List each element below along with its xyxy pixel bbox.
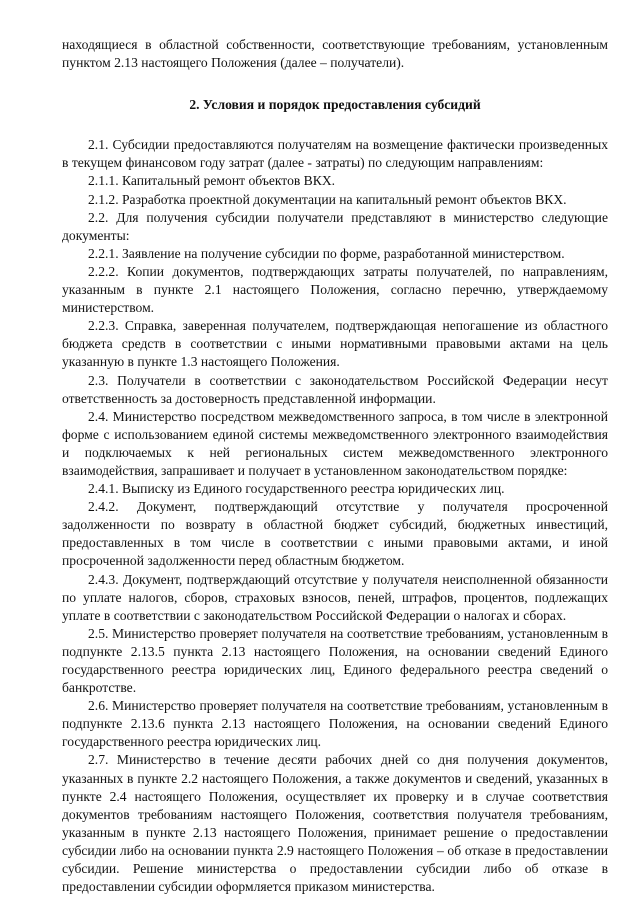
- paragraph-2-1: 2.1. Субсидии предоставляются получателям на возмещение фактически произведенных в текущем финансовом году затрат (далее - затраты) по следующим направлениям:: [62, 137, 608, 171]
- paragraph-2-7: 2.7. Министерство в течение десяти рабочих дней со дня получения документов, указанных в пункте 2.2 настоящего Положения, а также документов и сведений, указанных в пункте 2.4 настоящего Положения, осуществляет их проверку и в случае соответствия документов требованиям настоящего Положения, соответствия получателя требованиям, указанным в пункте 2.13 настоящего Положения, принимает решение о предоставлении субсидии либо на основании пункта 2.9 настоящего Положения – об отказе в предоставлении субсидии. Решение министерства о предоставлении субсидии либо об отказе в предоставлении субсидии оформляется приказом министерства.: [62, 752, 608, 895]
- paragraph-2-2-1: 2.2.1. Заявление на получение субсидии по форме, разработанной министерством.: [88, 245, 565, 261]
- intro-paragraph: находящиеся в областной собственности, соответствующие требованиям, установленным пунктом 2.13 настоящего Положения (далее – получатели).: [62, 37, 608, 71]
- paragraph-2-4-3: 2.4.3. Документ, подтверждающий отсутствие у получателя неисполненной обязанности по уплате налогов, сборов, страховых взносов, пеней, штрафов, процентов, подлежащих уплате в соответствии с законодательством Российской Федерации о налогах и сборах.: [62, 571, 608, 623]
- paragraph-2-3: 2.3. Получатели в соответствии с законодательством Российской Федерации несут ответственность за достоверность представленной информации.: [62, 372, 608, 406]
- paragraph-2-4: 2.4. Министерство посредством межведомственного запроса, в том числе в электронной форме с использованием единой системы межведомственного электронного взаимодействия и подключаемых к ней региональных систем межведомственного электронного взаимодействия, запрашивает и получает в установленном законодательством порядке:: [62, 408, 608, 478]
- paragraph-2-1-1: 2.1.1. Капитальный ремонт объектов ВКХ.: [88, 173, 336, 189]
- paragraph-2-5: 2.5. Министерство проверяет получателя на соответствие требованиям, установленным в подпункте 2.13.5 пункта 2.13 настоящего Положения, на основании сведений Единого государственного реестра юридических лиц, Единого федерального реестра сведений о банкротстве.: [62, 625, 608, 696]
- paragraph-2-2-2: 2.2.2. Копии документов, подтверждающих затраты получателей, по направлениям, указанным в пункте 2.1 настоящего Положения, согласно перечню, утверждаемому министерством.: [62, 263, 608, 316]
- paragraph-2-1-2: 2.1.2. Разработка проектной документации на капитальный ремонт объектов ВКХ.: [88, 191, 567, 207]
- paragraph-2-4-1: 2.4.1. Выписку из Единого государственного реестра юридических лиц.: [88, 481, 505, 497]
- document-body: [62, 36, 608, 896]
- section-title: 2. Условия и порядок предоставления субсидий: [189, 97, 481, 113]
- paragraph-2-2-3: 2.2.3. Справка, заверенная получателем, подтверждающая непогашение из областного бюджета средств в соответствии с иными нормативными правовыми актами на цель указанную в пункте 1.3 настоящего Положения.: [62, 318, 608, 370]
- paragraph-2-2: 2.2. Для получения субсидии получатели представляют в министерство следующие документы:: [62, 209, 608, 243]
- paragraph-2-6: 2.6. Министерство проверяет получателя на соответствие требованиям, установленным в подпункте 2.13.6 пункта 2.13 настоящего Положения, на основании сведений Единого государственного реестра юридических лиц.: [62, 698, 608, 750]
- paragraph-2-4-2: 2.4.2. Документ, подтверждающий отсутствие у получателя просроченной задолженности по возврату в областной бюджет субсидий, бюджетных инвестиций, предоставленных в том числе в соответствии с иными правовыми актами, и иной просроченной задолженности перед областным бюджетом.: [62, 499, 608, 569]
